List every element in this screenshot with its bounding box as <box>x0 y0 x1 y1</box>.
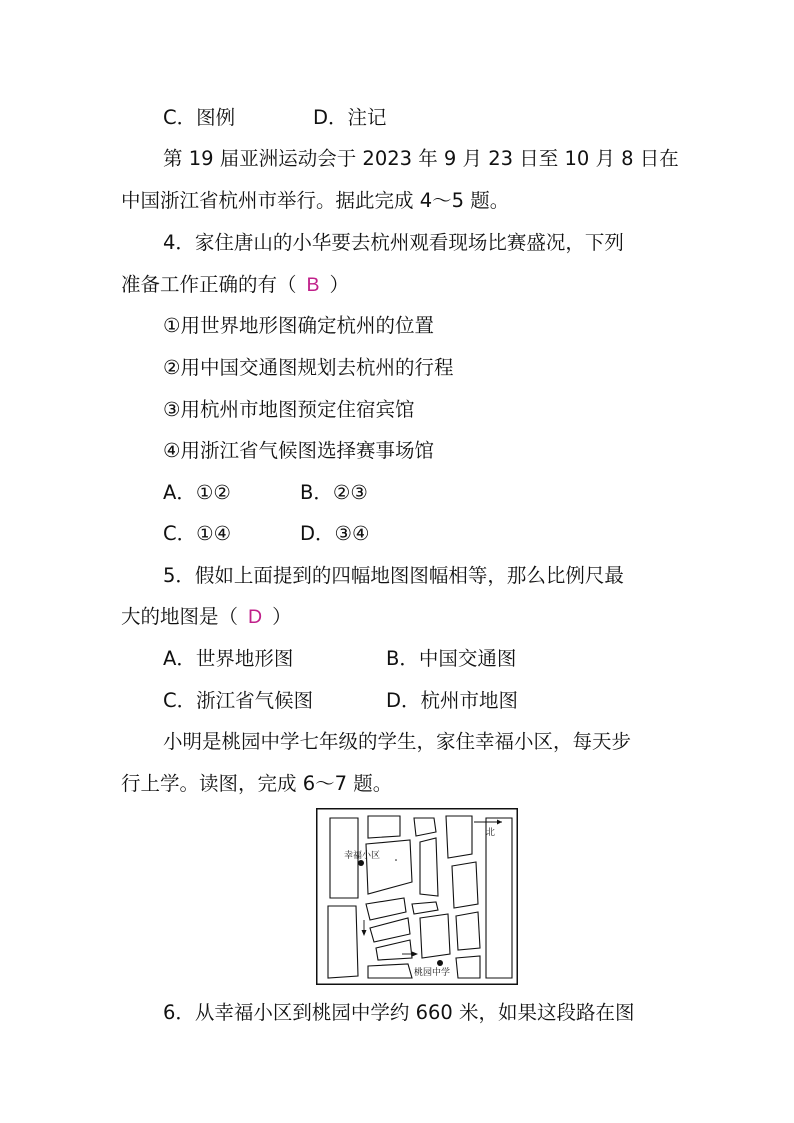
question-5-answer: D <box>248 606 263 628</box>
question-4-stem-end: 准备工作正确的有（ <box>121 273 297 296</box>
question-5-option-a: A．世界地形图 <box>163 647 294 670</box>
question-4-line1: 4．家住唐山的小华要去杭州观看现场比赛盛况，下列 <box>163 231 624 254</box>
question-4-answer: B <box>306 274 320 296</box>
passage-xiaoming-line2: 行上学。读图，完成 6～7 题。 <box>121 772 393 795</box>
question-5-option-c: C．浙江省气候图 <box>163 689 314 712</box>
north-label: 北 <box>486 828 496 838</box>
passage-asian-games-line1: 第 19 届亚洲运动会于 2023 年 9 月 23 日至 10 月 8 日在 <box>163 147 679 170</box>
question-5-line1: 5．假如上面提到的四幅地图图幅相等，那么比例尺最 <box>163 564 624 587</box>
question-4-line2 <box>121 272 349 298</box>
statement-3: ③用杭州市地图预定住宿宾馆 <box>163 398 415 421</box>
route-map <box>316 808 518 985</box>
school-label: 桃园中学 <box>414 968 451 978</box>
passage-xiaoming-line1: 小明是桃园中学七年级的学生，家住幸福小区，每天步 <box>163 730 632 753</box>
map-dot <box>395 859 397 861</box>
question-5-line2 <box>121 604 292 630</box>
statement-4: ④用浙江省气候图选择赛事场馆 <box>163 439 434 462</box>
question-4-option-c: C．①④ <box>163 522 232 545</box>
passage-asian-games-line2: 中国浙江省杭州市举行。据此完成 4～5 题。 <box>121 189 510 212</box>
school-point <box>437 960 443 966</box>
question-6-line1: 6．从幸福小区到桃园中学约 660 米，如果这段路在图 <box>163 1001 635 1024</box>
question-5-option-d: D．杭州市地图 <box>386 689 519 712</box>
route-map-figure <box>316 808 518 985</box>
question-4-paren-close: ） <box>329 273 350 296</box>
question-5-option-b: B．中国交通图 <box>386 647 517 670</box>
statement-1: ①用世界地形图确定杭州的位置 <box>163 314 434 337</box>
question-4-option-b: B．②③ <box>300 481 368 504</box>
statement-2: ②用中国交通图规划去杭州的行程 <box>163 356 454 379</box>
question-4-option-d: D．③④ <box>300 522 370 545</box>
question-5-paren-close: ） <box>272 605 292 628</box>
home-label: 幸福小区 <box>344 851 381 861</box>
option-d-note: D．注记 <box>313 106 387 129</box>
question-5-stem-end: 大的地图是（ <box>121 605 239 628</box>
option-c-legend: C．图例 <box>163 106 236 129</box>
question-4-option-a: A．①② <box>163 481 231 504</box>
